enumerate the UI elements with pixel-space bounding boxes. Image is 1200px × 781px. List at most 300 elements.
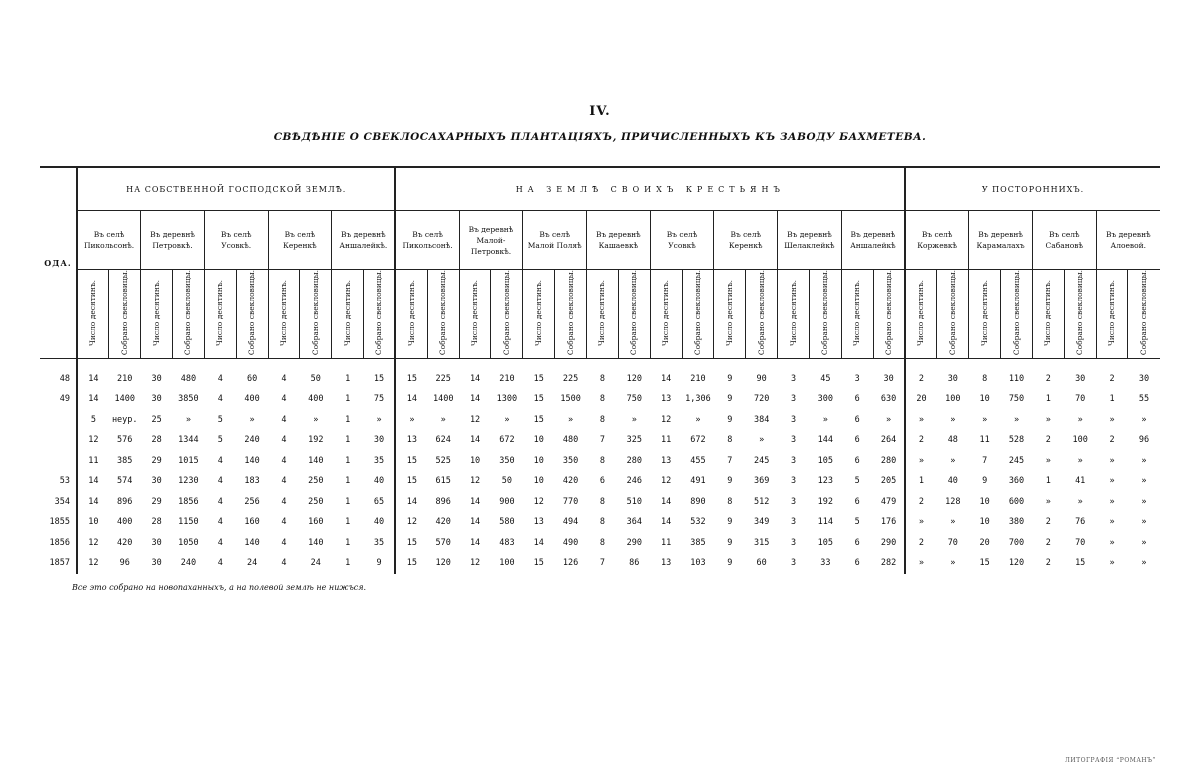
data-cell: 10 xyxy=(77,512,109,533)
data-cell: 3850 xyxy=(178,394,199,405)
column-header-label: Собрано свекловицы. xyxy=(310,270,320,356)
column-header-label: Число десятинъ. xyxy=(151,279,161,346)
data-cell: 315 xyxy=(753,537,770,548)
data-cell: 1400 xyxy=(114,394,135,405)
data-cell: 256 xyxy=(244,496,260,507)
data-cell: 14 xyxy=(661,374,672,385)
data-cell: 9 xyxy=(727,558,733,569)
column-header-label: Собрано свекловицы. xyxy=(947,270,957,356)
data-cell: 250 xyxy=(308,476,324,487)
data-cell: 10 xyxy=(469,455,481,466)
data-cell: 140 xyxy=(308,537,324,548)
data-cell: 13 xyxy=(661,558,672,569)
data-cell: » xyxy=(886,414,892,425)
data-cell: 120 xyxy=(626,374,642,385)
data-cell: 900 xyxy=(499,496,515,507)
data-cell: 525 xyxy=(435,455,451,466)
data-cell: 210 xyxy=(690,374,706,385)
data-cell: 580 xyxy=(499,517,515,528)
data-cell: 3 xyxy=(790,394,797,405)
data-cell: 24 xyxy=(310,558,321,569)
column-header-label: Собрано свекловицы. xyxy=(183,270,193,356)
data-cell: 280 xyxy=(626,455,642,466)
column-header-label: Число десятинъ. xyxy=(1043,279,1053,346)
group-header: НА ЗЕМЛѢ СВОИХЪ КРЕСТЬЯНЪ xyxy=(395,167,905,211)
data-cell: 672 xyxy=(499,435,515,446)
column-header-label: Число десятинъ. xyxy=(88,279,98,346)
data-cell: 10 xyxy=(533,476,544,487)
data-cell: 65 xyxy=(373,496,385,507)
data-cell: » xyxy=(1141,414,1147,425)
data-cell: 14 xyxy=(395,389,427,410)
data-cell: 144 xyxy=(817,435,834,446)
data-cell: 9 xyxy=(727,374,733,385)
data-cell: 624 xyxy=(435,435,451,446)
column-header-label: Собрано свекловицы. xyxy=(629,270,639,356)
data-cell: 176 xyxy=(880,517,897,528)
data-cell: 15 xyxy=(979,558,990,569)
data-cell: 890 xyxy=(690,496,706,507)
data-cell: 400 xyxy=(244,394,260,405)
data-cell: 385 xyxy=(117,455,133,466)
data-cell: » xyxy=(440,414,446,425)
data-cell: 8 xyxy=(599,455,605,466)
plantation-table xyxy=(40,166,1160,574)
data-cell: 7 xyxy=(727,455,733,466)
data-cell: 280 xyxy=(880,455,897,466)
data-cell: 8 xyxy=(982,374,988,385)
data-cell: 100 xyxy=(499,558,515,569)
data-cell: 7 xyxy=(599,558,605,569)
data-cell: » xyxy=(313,414,319,425)
data-cell: 1 xyxy=(1109,394,1115,405)
year-cell: 49 xyxy=(59,394,70,405)
data-cell: 300 xyxy=(817,394,834,405)
data-cell: 494 xyxy=(562,517,579,528)
year-cell: 1855 xyxy=(49,517,70,528)
data-cell: 7 xyxy=(982,455,988,466)
data-cell: 9 xyxy=(727,414,733,425)
harvest-column-header xyxy=(873,270,905,359)
year-cell: 354 xyxy=(54,496,70,507)
data-cell: » xyxy=(504,414,510,425)
data-cell: 480 xyxy=(562,435,579,446)
data-cell: 672 xyxy=(690,435,706,446)
column-header-label: Число десятинъ. xyxy=(342,279,352,346)
desyatin-column-header xyxy=(587,270,619,359)
data-cell: » xyxy=(759,435,765,446)
data-cell: 14 xyxy=(77,471,109,492)
data-cell: » xyxy=(1013,414,1020,425)
table-row xyxy=(40,512,1160,533)
data-cell: 700 xyxy=(1008,537,1025,548)
data-cell: 574 xyxy=(117,476,133,487)
place-header: Въ селѣ Пикольсонѣ. xyxy=(395,211,459,270)
data-cell: 1 xyxy=(345,517,351,528)
data-cell: 12 xyxy=(661,414,672,425)
data-cell: 2 xyxy=(1045,517,1051,528)
year-cell: 1857 xyxy=(49,558,70,569)
data-cell: 384 xyxy=(753,414,770,425)
place-header: Въ селѣ Керенкѣ xyxy=(714,211,778,270)
data-cell: 4 xyxy=(281,435,287,446)
data-cell: 4 xyxy=(281,517,287,528)
data-cell: 14 xyxy=(469,496,481,507)
data-cell: 250 xyxy=(308,496,324,507)
year-cell: 1856 xyxy=(49,537,70,548)
data-cell: 532 xyxy=(690,517,706,528)
data-cell: 9 xyxy=(727,394,733,405)
data-cell: 30 xyxy=(947,374,958,385)
column-header-label: Число десятинъ. xyxy=(215,279,225,346)
data-cell: 2 xyxy=(1045,374,1051,385)
data-cell: 24 xyxy=(246,558,258,569)
data-cell: 6 xyxy=(854,414,860,425)
data-cell: 30 xyxy=(151,374,162,385)
data-cell: » xyxy=(905,451,937,472)
data-cell: 13 xyxy=(395,430,427,451)
data-cell: 491 xyxy=(690,476,706,487)
data-cell: 2 xyxy=(1045,435,1051,446)
data-cell: » xyxy=(1141,496,1147,507)
column-header-label: Собрано свекловицы. xyxy=(756,270,766,356)
data-cell: 14 xyxy=(469,394,481,405)
data-cell: 14 xyxy=(469,537,481,548)
data-cell: 70 xyxy=(1075,537,1086,548)
data-cell: 2 xyxy=(905,359,937,390)
data-cell: 210 xyxy=(117,374,133,385)
data-cell: 720 xyxy=(753,394,770,405)
data-cell: » xyxy=(185,414,191,425)
column-header-label: Собрано свекловицы. xyxy=(501,270,511,356)
data-cell: 615 xyxy=(435,476,451,487)
column-header-label: Собрано свекловицы. xyxy=(1075,270,1085,356)
data-cell: » xyxy=(982,414,988,425)
data-cell: 140 xyxy=(308,455,324,466)
data-cell: 15 xyxy=(395,553,427,574)
data-cell: 100 xyxy=(1072,435,1088,446)
harvest-column-header xyxy=(427,270,459,359)
data-cell: » xyxy=(1109,537,1115,548)
data-cell: » xyxy=(1077,414,1083,425)
table-row xyxy=(40,410,1160,431)
place-header: Въ селѣ Пикольсонѣ. xyxy=(77,211,141,270)
section-number: IV. xyxy=(589,104,611,119)
data-cell: 105 xyxy=(817,455,834,466)
data-cell: 183 xyxy=(244,476,260,487)
data-cell: 3 xyxy=(790,558,797,569)
data-cell: 290 xyxy=(880,537,897,548)
data-cell: 3 xyxy=(790,496,797,507)
data-cell: 96 xyxy=(119,558,130,569)
data-cell: » xyxy=(1141,455,1147,466)
page-title: СВѢДѢНІЕ О СВЕКЛОСАХАРНЫХЪ ПЛАНТАЦІЯХЪ, ПРИЧИСЛЕННЫХЪ КЪ ЗАВОДУ БАХМЕТЕВА. xyxy=(273,131,927,143)
data-cell: 1300 xyxy=(496,394,518,405)
data-cell: » xyxy=(1109,476,1115,487)
data-cell: 15 xyxy=(395,533,427,554)
data-cell: 8 xyxy=(599,496,605,507)
data-cell: 28 xyxy=(151,517,162,528)
data-cell: 1150 xyxy=(178,517,199,528)
place-header: Въ деревнѣ Малой-Петровкѣ. xyxy=(459,211,523,270)
data-cell: 6 xyxy=(599,476,605,487)
data-cell: 420 xyxy=(117,537,133,548)
data-cell: 3 xyxy=(790,374,797,385)
data-cell: » xyxy=(395,410,427,431)
data-cell: 7 xyxy=(599,435,605,446)
year-cell xyxy=(40,410,77,431)
year-cell: 48 xyxy=(59,374,70,385)
column-header-label: Собрано свекловицы. xyxy=(374,270,384,356)
footnote: Все это собрано на новопаханныхъ, а на полевой землѣ не нижъся. xyxy=(72,583,367,592)
column-header-label: Число десятинъ. xyxy=(788,279,798,346)
place-header: Въ деревнѣ Алоевой. xyxy=(1096,211,1160,270)
data-cell: » xyxy=(950,558,956,569)
data-cell: 40 xyxy=(373,476,385,487)
data-cell: 750 xyxy=(1008,394,1025,405)
data-cell: 9 xyxy=(727,537,733,548)
data-cell: 128 xyxy=(945,496,961,507)
data-cell: » xyxy=(1141,517,1147,528)
data-cell: » xyxy=(1109,558,1115,569)
data-cell: » xyxy=(1141,476,1147,487)
data-cell: 8 xyxy=(599,394,605,405)
data-cell: » xyxy=(905,512,937,533)
data-cell: 4 xyxy=(217,374,223,385)
desyatin-column-header xyxy=(1032,270,1064,359)
data-cell: 1 xyxy=(345,414,351,425)
data-cell: » xyxy=(1045,455,1051,466)
column-header-label: Число десятинъ. xyxy=(406,279,416,346)
data-cell: 576 xyxy=(117,435,133,446)
data-cell: 14 xyxy=(77,359,109,390)
data-cell: 1 xyxy=(345,496,351,507)
data-cell: 25 xyxy=(151,414,162,425)
desyatin-column-header xyxy=(395,270,427,359)
place-header: Въ деревнѣ Аншалейкѣ xyxy=(841,211,905,270)
data-cell: 400 xyxy=(117,517,133,528)
data-cell: 4 xyxy=(217,394,223,405)
data-cell: 28 xyxy=(151,435,162,446)
harvest-column-header xyxy=(173,270,205,359)
data-cell: 420 xyxy=(562,476,579,487)
group-header: У ПОСТОРОННИХЪ. xyxy=(905,167,1160,211)
data-cell: 12 xyxy=(533,496,544,507)
data-cell: 4 xyxy=(281,394,287,405)
data-cell: 12 xyxy=(469,414,481,425)
data-cell: 15 xyxy=(533,558,544,569)
data-cell: 528 xyxy=(1008,435,1025,446)
data-cell: 1856 xyxy=(178,496,199,507)
data-cell: 9 xyxy=(982,476,988,487)
desyatin-column-header xyxy=(204,270,236,359)
data-cell: 14 xyxy=(533,537,544,548)
data-cell: 1 xyxy=(345,374,351,385)
harvest-column-header xyxy=(937,270,969,359)
desyatin-column-header xyxy=(77,270,109,359)
column-header-label: Число десятинъ. xyxy=(852,279,862,346)
data-cell: 140 xyxy=(244,537,260,548)
data-cell: 29 xyxy=(151,496,162,507)
data-cell: 210 xyxy=(499,374,515,385)
data-cell: 6 xyxy=(854,558,860,569)
data-cell: 4 xyxy=(217,537,223,548)
data-cell: » xyxy=(1109,517,1115,528)
table-row xyxy=(40,430,1160,451)
data-cell: 5 xyxy=(854,517,860,528)
harvest-column-header xyxy=(109,270,141,359)
desyatin-column-header xyxy=(523,270,555,359)
data-cell: 385 xyxy=(690,537,706,548)
data-cell: 3 xyxy=(790,476,797,487)
place-header: Въ селѣ Сабановѣ xyxy=(1032,211,1096,270)
data-cell: 114 xyxy=(817,517,834,528)
place-header: Въ селѣ Керенкѣ xyxy=(268,211,332,270)
data-cell: 96 xyxy=(1138,435,1150,446)
data-cell: 8 xyxy=(599,374,605,385)
data-cell: 30 xyxy=(1138,374,1150,385)
data-cell: 1344 xyxy=(178,435,199,446)
data-cell: 14 xyxy=(661,496,672,507)
data-cell: 510 xyxy=(626,496,642,507)
data-cell: 30 xyxy=(151,558,162,569)
harvest-column-header xyxy=(1128,270,1160,359)
data-cell: » xyxy=(1077,455,1083,466)
data-cell: 630 xyxy=(880,394,897,405)
data-cell: 15 xyxy=(533,374,544,385)
data-cell: 3 xyxy=(790,414,797,425)
column-header-label: Число десятинъ. xyxy=(724,279,734,346)
data-cell: 5 xyxy=(217,414,223,425)
place-header: Въ деревнѣ Шелаклейкѣ xyxy=(778,211,842,270)
data-cell: 15 xyxy=(395,451,427,472)
data-cell: » xyxy=(695,414,701,425)
column-header-label: Число десятинъ. xyxy=(916,279,926,346)
data-cell: » xyxy=(1141,558,1147,569)
data-cell: 10 xyxy=(979,394,990,405)
data-cell: 8 xyxy=(599,537,605,548)
data-cell: 4 xyxy=(281,558,287,569)
data-cell: 30 xyxy=(151,537,162,548)
data-cell: 14 xyxy=(661,517,672,528)
data-cell: » xyxy=(950,455,956,466)
table-row xyxy=(40,451,1160,472)
data-cell: 75 xyxy=(373,394,385,405)
printer-imprint: ЛИТОГРАФІЯ “РОМАНЪ” xyxy=(1064,757,1156,764)
data-cell: 14 xyxy=(77,389,109,410)
data-cell: 10 xyxy=(533,455,544,466)
data-cell: 4 xyxy=(281,537,287,548)
data-cell: 45 xyxy=(820,374,831,385)
column-header-label: Число десятинъ. xyxy=(278,279,288,346)
column-header-label: Число десятинъ. xyxy=(597,279,607,346)
data-cell: » xyxy=(1045,414,1051,425)
data-cell: 570 xyxy=(435,537,451,548)
data-cell: 3 xyxy=(790,517,797,528)
data-cell: 160 xyxy=(308,517,324,528)
data-cell: 13 xyxy=(533,517,544,528)
data-cell: 160 xyxy=(244,517,260,528)
data-cell: 264 xyxy=(880,435,897,446)
data-cell: 12 xyxy=(77,430,109,451)
data-cell: 12 xyxy=(661,476,672,487)
data-cell: 3 xyxy=(854,374,860,385)
place-header: Въ селѣ Малой Поляѣ xyxy=(523,211,587,270)
data-cell: 1,306 xyxy=(685,394,711,405)
data-cell: » xyxy=(1109,455,1115,466)
data-cell: 30 xyxy=(151,476,162,487)
data-cell: 290 xyxy=(626,537,642,548)
data-cell: 479 xyxy=(880,496,897,507)
data-cell: 30 xyxy=(373,435,385,446)
data-cell: 4 xyxy=(281,496,287,507)
column-header-label: Собрано свекловицы. xyxy=(1139,270,1149,356)
place-header: Въ селѣ Коржевкѣ xyxy=(905,211,969,270)
data-cell: 1050 xyxy=(178,537,199,548)
data-cell: 14 xyxy=(395,492,427,513)
data-cell: 483 xyxy=(499,537,515,548)
data-cell: 55 xyxy=(1138,394,1150,405)
data-cell: 9 xyxy=(376,558,382,569)
table-row xyxy=(40,553,1160,574)
data-cell: 350 xyxy=(562,455,579,466)
column-header-label: Число десятинъ. xyxy=(979,279,989,346)
data-cell: 8 xyxy=(727,435,733,446)
column-header-label: Собрано свекловицы. xyxy=(1011,270,1021,356)
data-cell: 86 xyxy=(629,558,640,569)
data-cell: 4 xyxy=(281,455,287,466)
data-cell: 15 xyxy=(395,359,427,390)
data-cell: 245 xyxy=(1008,455,1025,466)
table-row xyxy=(40,492,1160,513)
table-row xyxy=(40,471,1160,492)
place-header: Въ селѣ Усовкѣ xyxy=(650,211,714,270)
data-cell: 30 xyxy=(151,394,162,405)
data-cell: 11 xyxy=(661,537,672,548)
data-cell: 8 xyxy=(599,517,605,528)
column-header-label: Число десятинъ. xyxy=(533,279,543,346)
data-cell: 10 xyxy=(979,496,990,507)
place-header: Въ деревнѣ Карамалахъ xyxy=(969,211,1033,270)
desyatin-column-header xyxy=(1096,270,1128,359)
data-cell: 41 xyxy=(1075,476,1086,487)
data-cell: 14 xyxy=(469,517,481,528)
data-cell: 48 xyxy=(947,435,958,446)
data-cell: 14 xyxy=(469,435,481,446)
data-cell: 29 xyxy=(151,455,162,466)
data-cell: 11 xyxy=(77,451,109,472)
data-cell: » xyxy=(376,414,382,425)
data-cell: 1 xyxy=(1045,476,1051,487)
data-cell: 1 xyxy=(1045,394,1051,405)
data-cell: 40 xyxy=(373,517,385,528)
data-cell: 225 xyxy=(562,374,579,385)
column-header-label: Собрано свекловицы. xyxy=(883,270,893,356)
data-cell: 4 xyxy=(217,476,223,487)
data-cell: » xyxy=(905,410,937,431)
column-header-label: Число десятинъ. xyxy=(470,279,480,346)
data-cell: 246 xyxy=(626,476,642,487)
data-cell: 8 xyxy=(599,414,605,425)
data-cell: 2 xyxy=(1045,558,1051,569)
data-cell: 1 xyxy=(345,455,351,466)
data-cell: 6 xyxy=(854,394,860,405)
data-cell: 110 xyxy=(1008,374,1025,385)
column-header-label: Собрано свекловицы. xyxy=(820,270,830,356)
data-cell: 3 xyxy=(790,537,797,548)
harvest-column-header xyxy=(300,270,332,359)
data-cell: 1015 xyxy=(178,455,199,466)
